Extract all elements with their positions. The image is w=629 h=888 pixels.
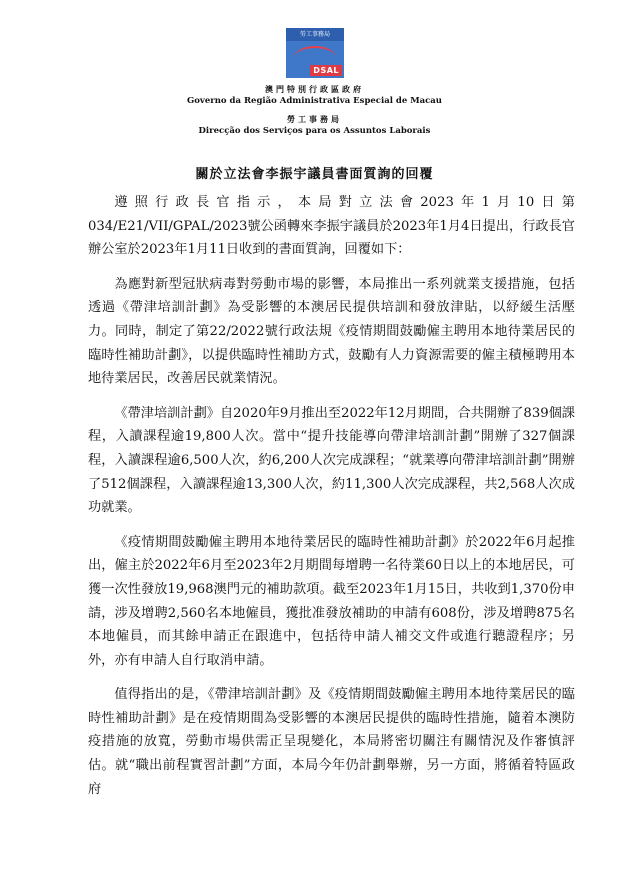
org-name-pt-government: Governo da Região Administrativa Especial de Macau [187, 96, 442, 106]
org-name-zh-government: 澳門特別行政區政府 [265, 84, 364, 94]
logo-top-text: 勞工事務局 [286, 28, 344, 41]
paragraph-training-plan: 《帶津培訓計劃》自2020年9月推出至2022年12月期間，合共開辦了839個課程，入讀課程逾19,800人次。當中“提升技能導向帶津培訓計劃”開辦了327個課程，入讀課程逾6,500人次，約6,200人次完成課程；“就業導向帶津培訓計劃”開辦了512個課程，入讀課程逾13,300人次，約11,300人次完成課程，共2,568人次成功就業。 [88, 405, 575, 516]
paragraph-measures: 為應對新型冠狀病毒對勞動市場的影響，本局推出一系列就業支援措施，包括透過《帶津培訓計劃》為受影響的本澳居民提供培訓和發放津貼，以紓緩生活壓力。同時，制定了第22/2022號行政法規《疫情期間鼓勵僱主聘用本地待業居民的臨時性補助計劃》，以提供臨時性補助方式，鼓勵有人力資源需要的僱主積極聘用本地待業居民，改善居民就業情況。 [88, 276, 575, 387]
paragraph-subsidy-plan: 《疫情期間鼓勵僱主聘用本地待業居民的臨時性補助計劃》於2022年6月起推出，僱主於2022年6月至2023年2月期間每增聘一名待業60日以上的本地居民，可獲一次性發放19,968澳門元的補助款項。截至2023年1月15日，共收到1,370份申請，涉及增聘2,560名本地僱員，獲批准發放補助的申請有608份，涉及增聘875名本地僱員，而其餘申請正在跟進中，包括待申請人補交文件或進行聽證程序；另外，亦有申請人自行取消申請。 [88, 534, 575, 668]
document-body [88, 191, 575, 812]
document-title: 關於立法會李振宇議員書面質詢的回覆 [195, 167, 434, 182]
org-name-pt-bureau: Direcção dos Serviços para os Assuntos Laborais [198, 126, 431, 136]
org-name-zh-bureau: 勞工事務局 [287, 114, 342, 124]
logo-tag: DSAL [310, 65, 342, 76]
dsal-logo [286, 28, 344, 78]
paragraph-intro: 遵照行政長官指示，本局對立法會2023年1月10日第034/E21/VII/GPAL/2023號公函轉來李振宇議員於2023年1月4日提出，行政長官辦公室於2023年1月11日收到的書面質詢，回覆如下： [88, 195, 575, 258]
paragraph-outlook: 值得指出的是，《帶津培訓計劃》及《疫情期間鼓勵僱主聘用本地待業居民的臨時性補助計劃》是在疫情期間為受影響的本澳居民提供的臨時性措施，隨着本澳防疫措施的放寬，勞動市場供需正呈現變化，本局將密切關注有關情況及作審慎評估。就“職出前程實習計劃”方面，本局今年仍計劃舉辦，另一方面，將循着特區政府 [88, 687, 575, 797]
